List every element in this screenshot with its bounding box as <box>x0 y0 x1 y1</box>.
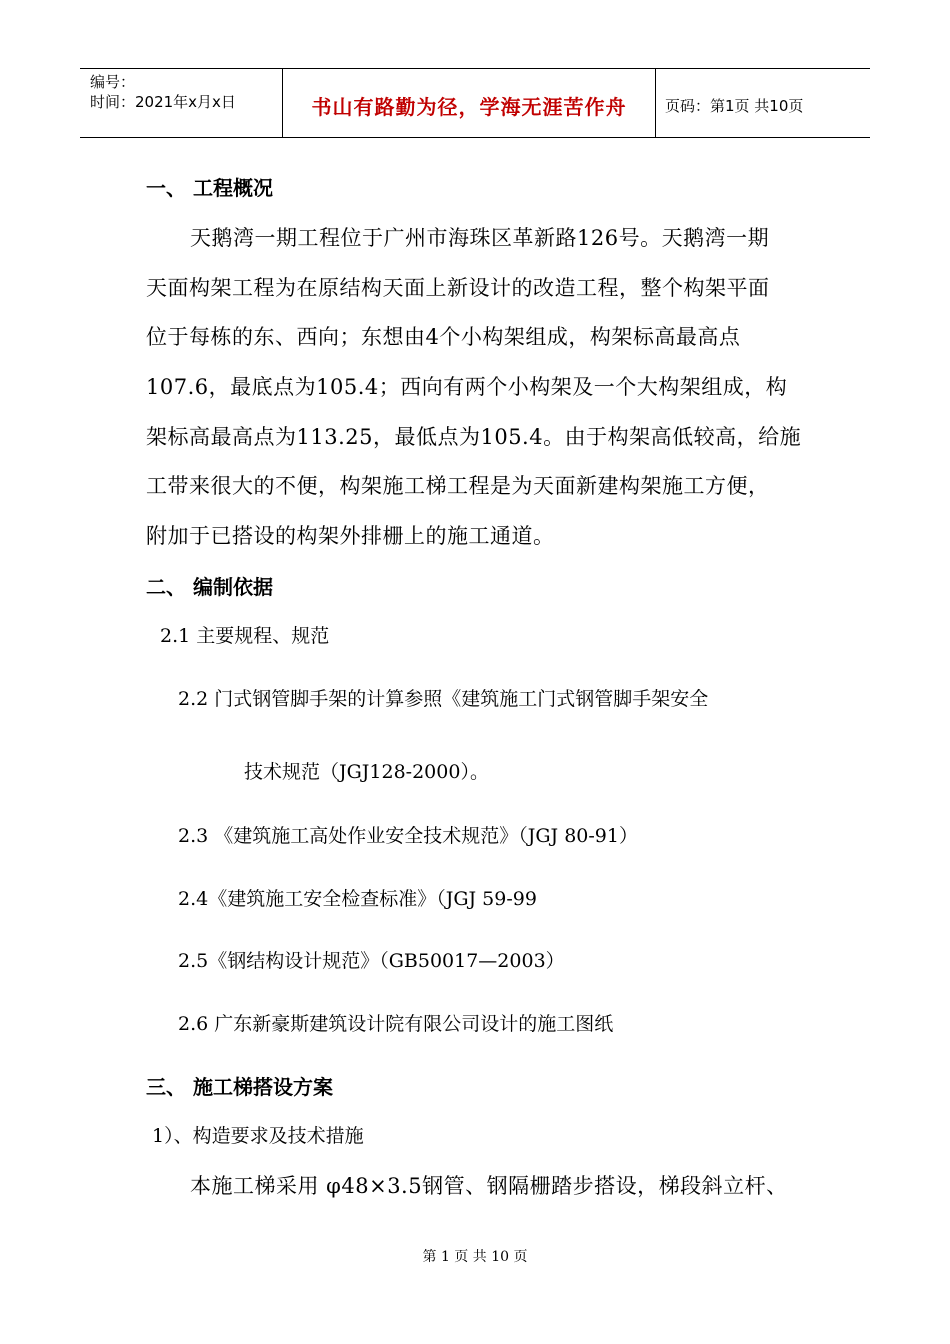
section-3-title: 三、 施工梯搭设方案 <box>146 1075 333 1099</box>
header-table <box>80 68 870 138</box>
header-page-info: 页码：第1页 共10页 <box>665 97 804 115</box>
section-1-title: 一、 工程概况 <box>146 176 273 200</box>
doc-time-label: 时间：2021年x月x日 <box>90 93 236 111</box>
section-1-line-7: 附加于已搭设的构架外排栅上的施工通道。 <box>146 524 555 548</box>
section-2-item-2-1: 2.1 主要规程、规范 <box>160 625 330 647</box>
section-1-line-1: 天鹅湾一期工程位于广州市海珠区革新路126号。天鹅湾一期 <box>190 226 770 250</box>
section-2-item-2-4: 2.4《建筑施工安全检查标准》（JGJ 59-99 <box>178 888 537 910</box>
section-2-item-2-6: 2.6 广东新豪斯建筑设计院有限公司设计的施工图纸 <box>178 1013 614 1035</box>
section-3-subtitle: 1）、构造要求及技术措施 <box>152 1125 364 1147</box>
section-1-line-4: 107.6，最底点为105.4；西向有两个小构架及一个大构架组成，构 <box>146 375 788 399</box>
section-2-item-2-5: 2.5《钢结构设计规范》（GB50017—2003） <box>178 950 565 972</box>
section-2-item-2-2: 2.2 门式钢管脚手架的计算参照《建筑施工门式钢管脚手架安全 <box>178 688 709 710</box>
page-footer: 第 1 页 共 10 页 <box>422 1249 528 1265</box>
section-1-line-3: 位于每栋的东、西向；东想由4个小构架组成，构架标高最高点 <box>146 325 741 349</box>
header-motto: 书山有路勤为径，学海无涯苦作舟 <box>311 95 627 119</box>
doc-number-label: 编号： <box>90 73 136 91</box>
section-2-item-2-2-cont: 技术规范（JGJ128-2000）。 <box>244 761 489 783</box>
section-2-item-2-3: 2.3 《建筑施工高处作业安全技术规范》（JGJ 80-91） <box>178 825 638 847</box>
header-right-cell <box>655 69 870 137</box>
section-1-line-5: 架标高最高点为113.25，最低点为105.4。由于构架高低较高，给施 <box>146 425 802 449</box>
section-1-line-2: 天面构架工程为在原结构天面上新设计的改造工程，整个构架平面 <box>146 276 770 300</box>
section-2-title: 二、 编制依据 <box>146 575 273 599</box>
header-left-cell <box>80 69 282 137</box>
section-1-line-6: 工带来很大的不便，构架施工梯工程是为天面新建构架施工方便， <box>146 474 770 498</box>
section-3-line-1: 本施工梯采用 φ48×3.5钢管、钢隔栅踏步搭设，梯段斜立杆、 <box>190 1174 788 1198</box>
header-middle-cell <box>282 69 656 137</box>
